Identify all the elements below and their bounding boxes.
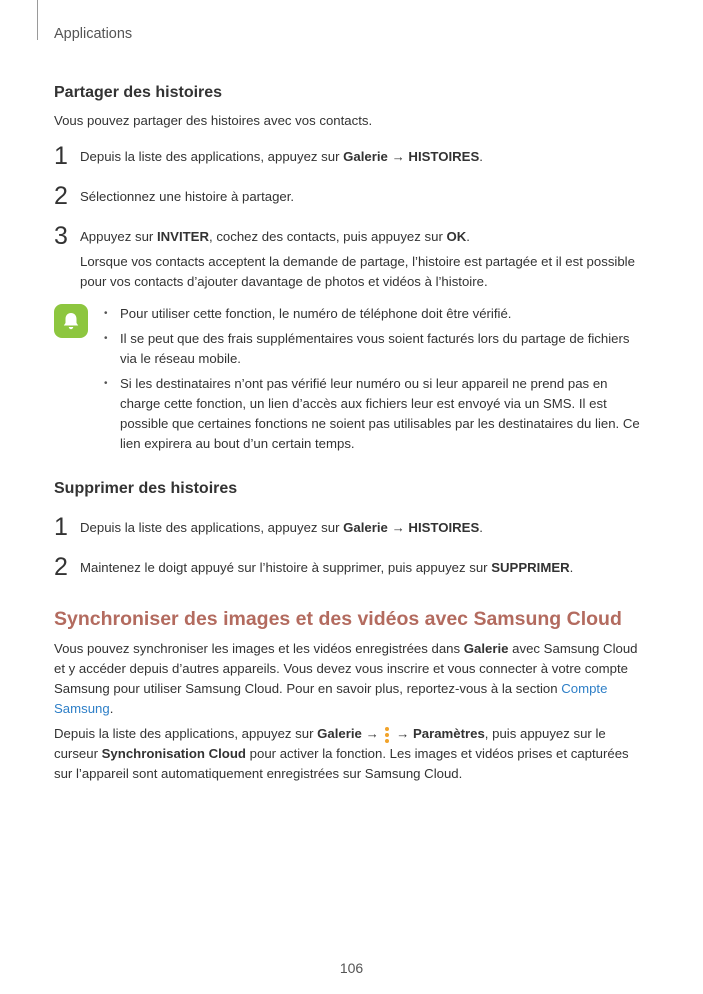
bell-icon	[54, 304, 88, 338]
step-text: Sélectionnez une histoire à partager.	[80, 189, 295, 204]
step-number: 2	[54, 182, 68, 210]
step-text: Depuis la liste des applications, appuyez sur Galerie → HISTOIRES.	[80, 520, 483, 535]
share-step-2	[54, 182, 649, 210]
step-3-detail: Lorsque vos contacts acceptent la demande de partage, l’histoire est partagée et il est possible pour vos contacts d’ajouter davantage de photos et vidéos à l’histoire.	[80, 254, 635, 289]
delete-section-title: Supprimer des histoires	[54, 480, 238, 497]
page-content	[54, 84, 649, 784]
header-section-title: Applications	[54, 26, 133, 42]
compte-samsung-link[interactable]: Compte Samsung	[54, 681, 608, 716]
step-number: 1	[54, 142, 68, 170]
share-intro: Vous pouvez partager des histoires avec vos contacts.	[54, 113, 373, 128]
step-number: 3	[54, 222, 68, 250]
page-number: 106	[339, 960, 364, 976]
share-step-1	[54, 142, 649, 170]
delete-step-2	[54, 553, 649, 581]
step-text: Depuis la liste des applications, appuyez sur Galerie → HISTOIRES.	[80, 149, 483, 164]
step-text: Appuyez sur INVITER, cochez des contacts, puis appuyez sur OK.	[80, 229, 470, 244]
step-text: Maintenez le doigt appuyé sur l’histoire à supprimer, puis appuyez sur SUPPRIMER.	[80, 560, 574, 575]
step-number: 1	[54, 513, 68, 541]
note-item: • Pour utiliser cette fonction, le numéro de téléphone doit être vérifié.	[102, 304, 649, 324]
sync-paragraph-1: Vous pouvez synchroniser les images et les vidéos enregistrées dans Galerie avec Samsung Cloud et y accéder depuis d’autres appareils. Vous devez vous inscrire et vous connecter à votre compte Samsung pour utiliser Samsung Cloud. Pour en savoir plus, reportez-vous à la section Compte Samsung.	[54, 641, 638, 716]
header-divider	[37, 0, 38, 40]
sync-section-title: Synchroniser des images et des vidéos avec Samsung Cloud	[54, 608, 622, 630]
note-list	[102, 304, 649, 454]
delete-step-1	[54, 513, 649, 541]
note-item: • Il se peut que des frais supplémentaires vous soient facturés lors du partage de fichiers via le réseau mobile.	[102, 329, 649, 369]
share-section-title: Partager des histoires	[54, 84, 223, 101]
note-item: • Si les destinataires n’ont pas vérifié leur numéro ou si leur appareil ne prend pas en charge cette fonction, un lien d’accès aux fichiers leur est envoyé via un SMS. Il est possible que certaines fonctions ne soient pas utilisables par les destinataires du lien. Ce lien expirera au bout d’un certain temps.	[102, 374, 649, 454]
more-options-icon	[385, 727, 389, 743]
sync-paragraph-2: Depuis la liste des applications, appuyez sur Galerie → → Paramètres, puis appuyez sur le curseur Synchronisation Cloud pour activer la fonction. Les images et vidéos prises et capturées sur l’appareil sont automatiquement enregistrées sur Samsung Cloud.	[54, 726, 629, 781]
share-step-3	[54, 222, 649, 292]
step-number: 2	[54, 553, 68, 581]
note-block	[54, 304, 649, 454]
